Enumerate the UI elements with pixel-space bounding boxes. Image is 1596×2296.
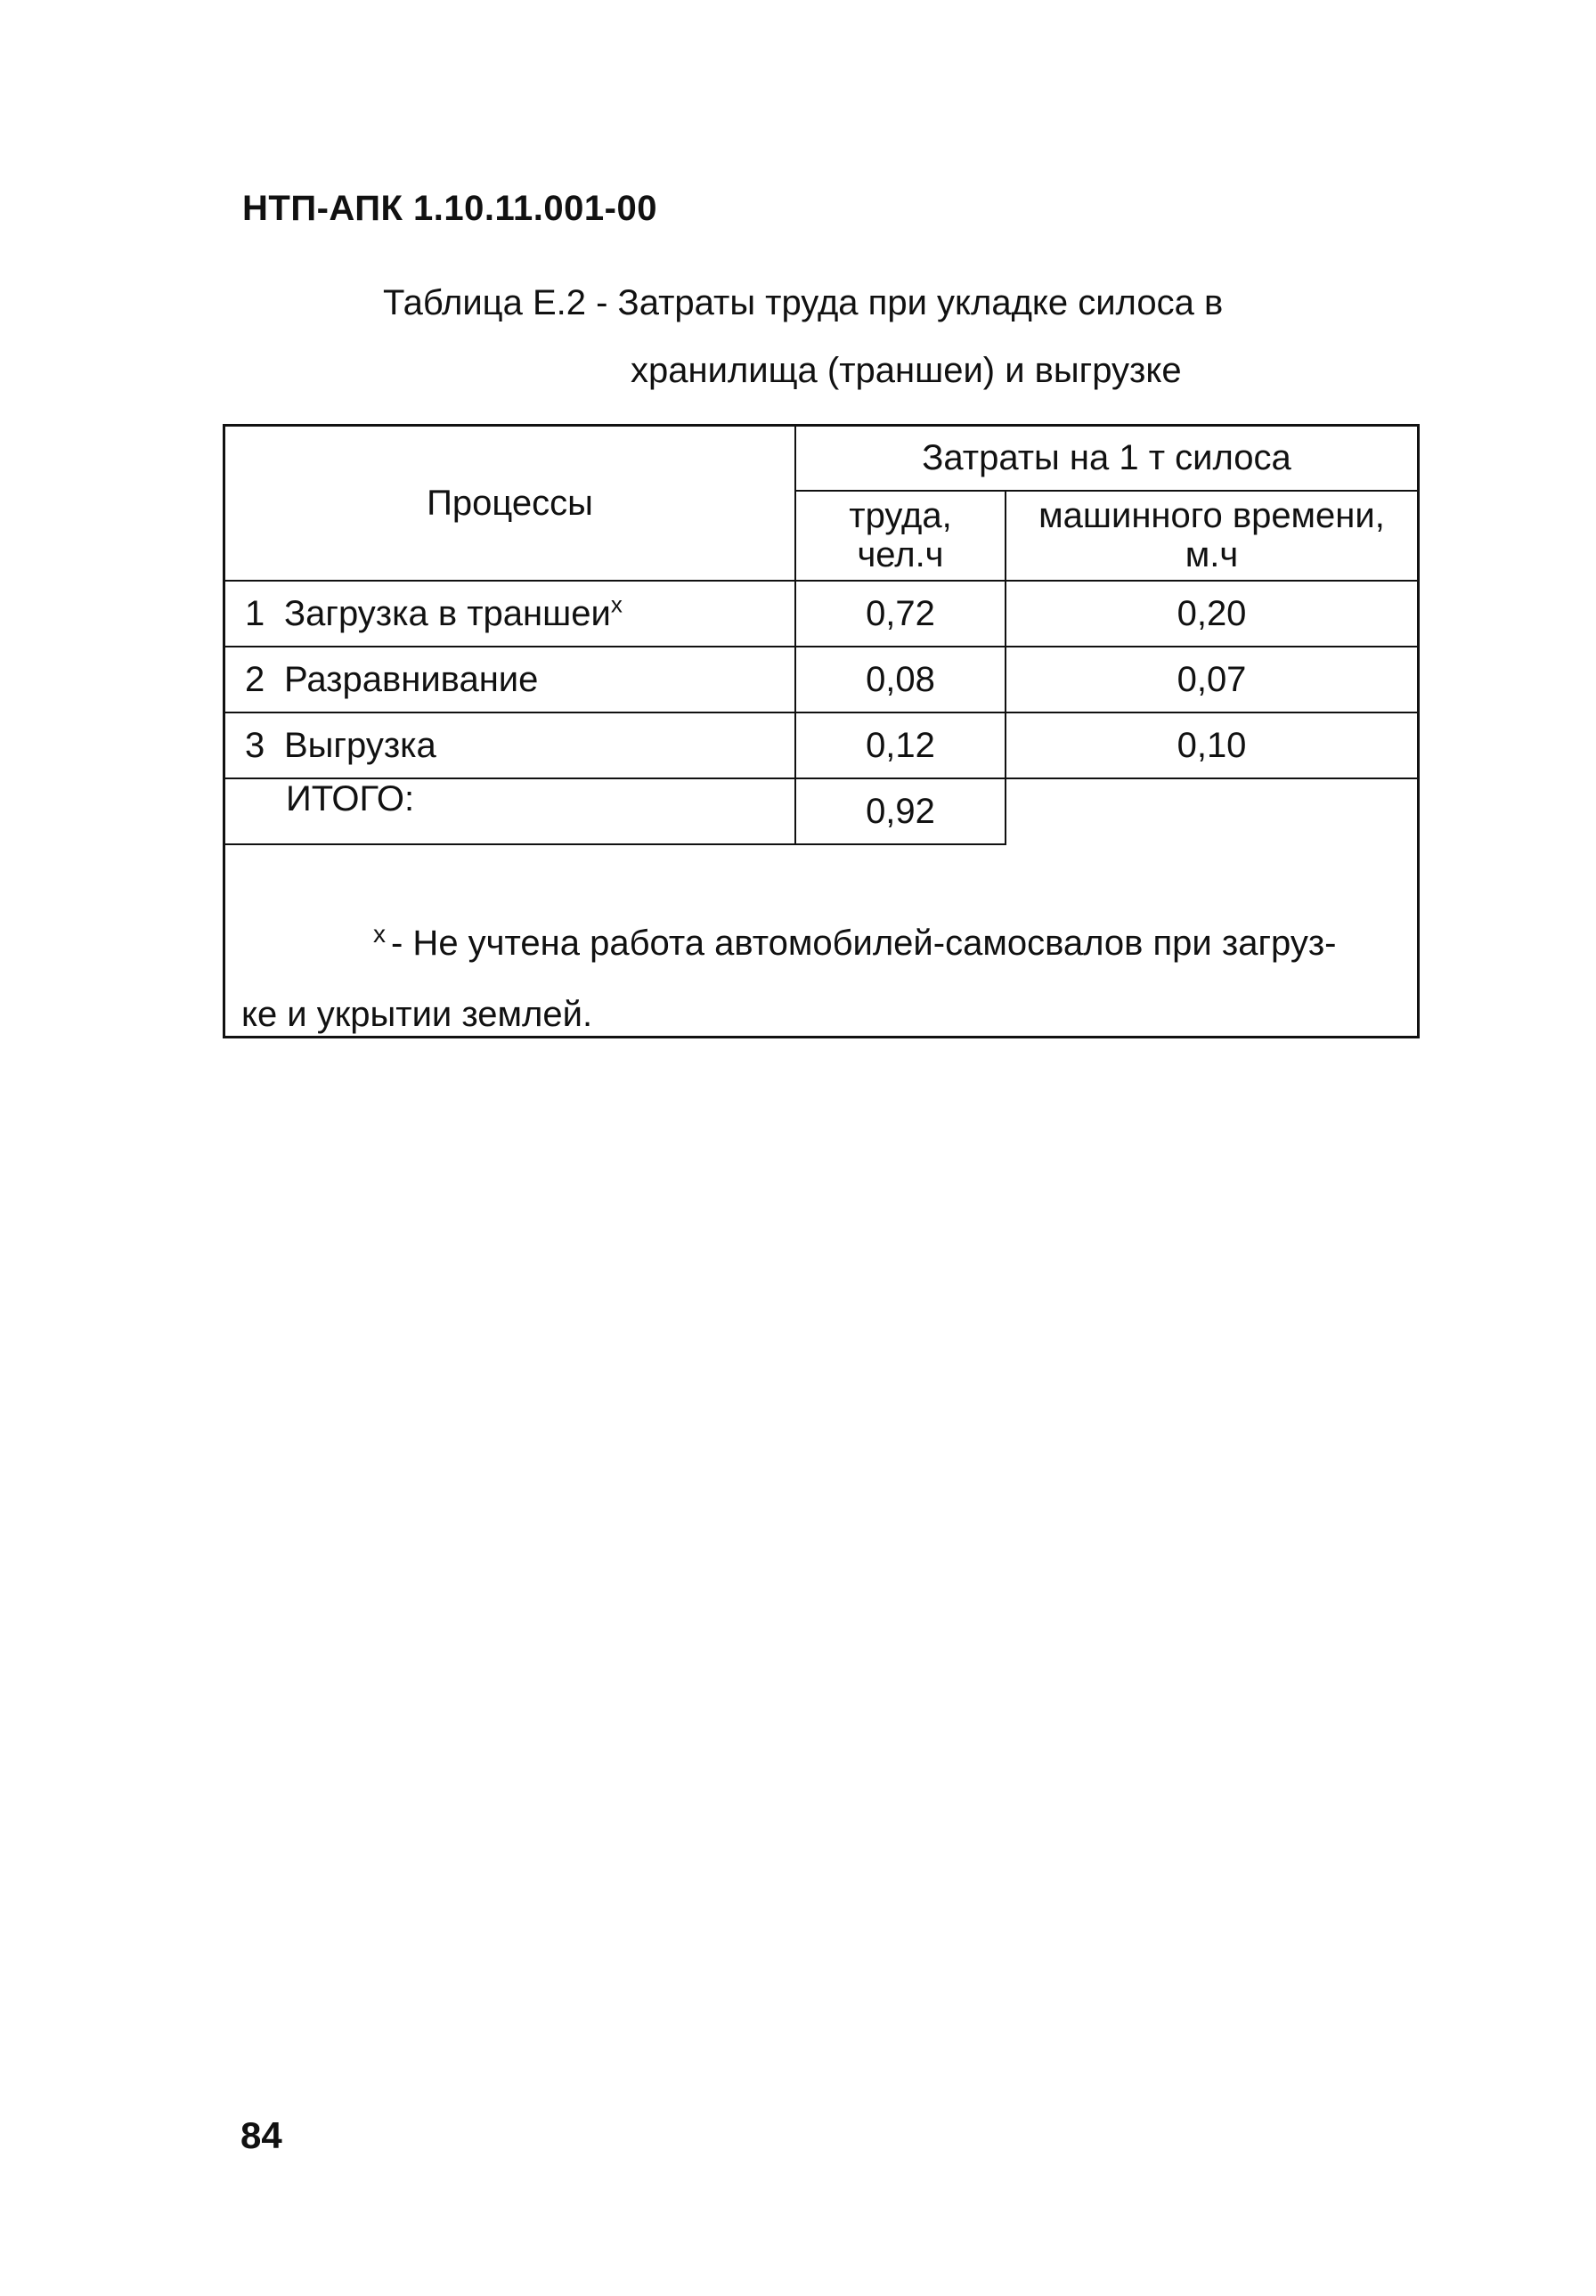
header-row-1: [225, 427, 1417, 491]
machine-value: 0,07: [1006, 647, 1417, 712]
process-name: Выгрузка: [284, 725, 436, 765]
total-labor-value: 0,92: [795, 778, 1006, 844]
footnote-marker: x: [610, 590, 623, 618]
footnote-mark: x: [373, 920, 386, 948]
table-frame: [223, 424, 1420, 1038]
header-machine-time: [1006, 491, 1417, 581]
machine-value: 0,10: [1006, 712, 1417, 778]
process-cell: [225, 647, 795, 712]
labor-value: 0,12: [795, 712, 1006, 778]
total-label: ИТОГО:: [225, 778, 795, 844]
footnote-line-2: ке и укрытии землей.: [241, 995, 593, 1034]
table-row: [225, 647, 1417, 712]
table-row: [225, 712, 1417, 778]
caption-line-1: Таблица Е.2 - Затраты труда при укладке силоса в: [383, 283, 1224, 322]
table-caption: [383, 269, 1318, 404]
header-processes: Процессы: [225, 427, 795, 581]
footnote-text-1: - Не учтена работа автомобилей-самосвалов при загруз-: [391, 924, 1337, 963]
row-number: 3: [245, 725, 265, 765]
row-number: 2: [245, 659, 265, 699]
header-machine-line-2: м.ч: [1185, 535, 1239, 575]
header-labor-line-2: чел.ч: [857, 535, 944, 575]
footnote: [241, 899, 1399, 1050]
labor-value: 0,08: [795, 647, 1006, 712]
process-cell: [225, 712, 795, 778]
header-labor: [795, 491, 1006, 581]
process-name: Загрузка в траншеи: [284, 593, 611, 633]
labor-value: 0,72: [795, 581, 1006, 647]
total-row: [225, 778, 1417, 844]
document-code: НТП-АПК 1.10.11.001-00: [242, 189, 657, 228]
footnote-line-1: [241, 899, 1399, 979]
page-number: 84: [240, 2114, 282, 2156]
process-cell: [225, 581, 795, 647]
total-machine-empty: [1006, 778, 1417, 844]
table-row: [225, 581, 1417, 647]
labor-costs-table: [225, 427, 1417, 845]
machine-value: 0,20: [1006, 581, 1417, 647]
row-number: 1: [245, 593, 265, 633]
caption-line-2: хранилища (траншеи) и выгрузке: [631, 351, 1182, 390]
process-name: Разравнивание: [284, 659, 539, 699]
header-machine-line-1: машинного времени,: [1038, 496, 1385, 536]
header-costs-per-ton: Затраты на 1 т силоса: [795, 427, 1417, 491]
header-labor-line-1: труда,: [849, 496, 952, 536]
